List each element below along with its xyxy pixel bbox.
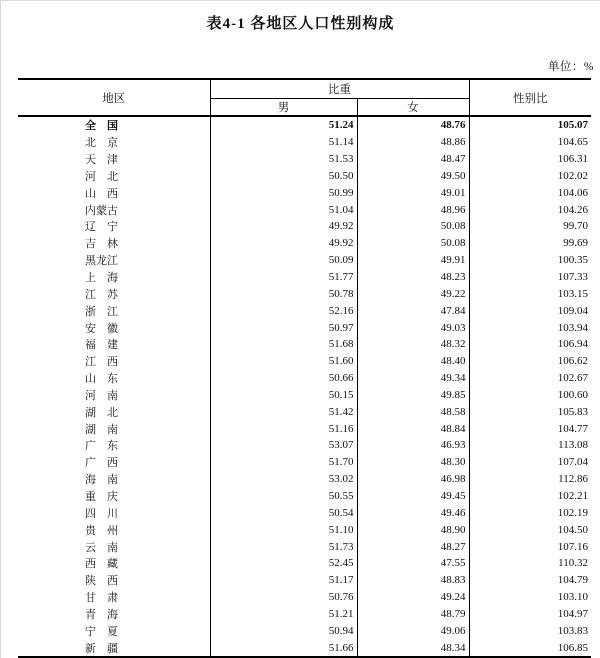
female-share-cell: 49.06	[357, 622, 469, 639]
table-row	[18, 538, 591, 555]
unit-label: 单位：%	[547, 61, 594, 73]
female-share-cell: 49.91	[357, 252, 469, 269]
male-share-cell: 49.92	[210, 218, 357, 235]
region-cell	[18, 302, 210, 319]
female-share-cell: 49.01	[357, 184, 469, 201]
male-share-cell: 50.55	[210, 488, 357, 505]
region-name: 宁夏	[85, 625, 118, 638]
female-share-cell: 48.84	[357, 420, 469, 437]
female-share-cell: 49.46	[357, 504, 469, 521]
male-share-cell: 50.78	[210, 285, 357, 302]
region-cell	[18, 488, 210, 505]
region-cell	[18, 235, 210, 252]
male-share-cell: 50.54	[210, 504, 357, 521]
sex-ratio-cell: 102.02	[557, 169, 588, 182]
table-row	[18, 488, 591, 505]
region-name: 浙江	[85, 305, 118, 318]
region-cell	[18, 555, 210, 572]
female-share-cell: 48.96	[357, 201, 469, 218]
region-cell	[18, 454, 210, 471]
region-name: 山西	[85, 187, 118, 200]
header-male: 男	[210, 99, 357, 117]
male-share-cell: 51.77	[210, 269, 357, 286]
region-name: 河北	[85, 170, 118, 183]
table-row	[18, 420, 591, 437]
region-cell	[18, 387, 210, 404]
region-name: 湖北	[85, 406, 118, 419]
region-name: 福建	[85, 339, 118, 352]
region-cell	[18, 184, 210, 201]
female-share-cell: 49.22	[357, 285, 469, 302]
region-name: 吉林	[85, 238, 118, 251]
male-share-cell: 50.15	[210, 387, 357, 404]
region-name: 青海	[85, 608, 118, 621]
header-female: 女	[357, 99, 469, 117]
table-row	[18, 168, 591, 185]
region-name: 四川	[85, 507, 118, 520]
region-cell	[18, 504, 210, 521]
sex-ratio-cell: 107.04	[557, 456, 588, 469]
region-name: 内蒙古	[85, 204, 118, 217]
header-sex-ratio: 性别比	[513, 92, 548, 105]
region-name: 陕西	[85, 575, 118, 588]
region-cell	[18, 605, 210, 622]
region-name: 安徽	[85, 322, 118, 335]
female-share-cell: 48.23	[357, 269, 469, 286]
table-row	[18, 218, 591, 235]
table-row	[18, 521, 591, 538]
table-header	[18, 79, 591, 116]
table-row	[18, 336, 591, 353]
table-row	[18, 235, 591, 252]
region-name: 贵州	[85, 524, 118, 537]
female-share-cell: 49.34	[357, 370, 469, 387]
sex-ratio-cell: 107.33	[557, 271, 588, 284]
region-cell	[18, 403, 210, 420]
sex-ratio-cell: 104.26	[557, 203, 588, 216]
sex-ratio-cell: 100.35	[557, 254, 588, 267]
region-name: 江苏	[85, 288, 118, 301]
table-row	[18, 285, 591, 302]
table-row	[18, 184, 591, 201]
table-row	[18, 622, 591, 639]
region-cell	[18, 589, 210, 606]
female-share-cell: 48.83	[357, 572, 469, 589]
sex-ratio-cell: 103.83	[557, 624, 588, 637]
region-cell	[18, 471, 210, 488]
sex-ratio-cell: 102.21	[557, 489, 588, 502]
sex-ratio-cell: 104.65	[557, 136, 588, 149]
sex-ratio-cell: 99.69	[563, 237, 588, 250]
male-share-cell: 51.70	[210, 454, 357, 471]
female-share-cell: 48.76	[357, 116, 469, 134]
region-cell	[18, 269, 210, 286]
header-region: 地区	[18, 79, 210, 116]
sex-ratio-cell: 103.94	[557, 321, 588, 334]
male-share-cell: 51.16	[210, 420, 357, 437]
male-share-cell: 51.14	[210, 134, 357, 151]
male-share-cell: 53.02	[210, 471, 357, 488]
region-name: 天津	[85, 154, 118, 167]
sex-ratio-cell: 112.86	[558, 473, 588, 486]
male-share-cell: 50.66	[210, 370, 357, 387]
male-share-cell: 52.45	[210, 555, 357, 572]
region-cell	[18, 420, 210, 437]
page-title: 表4-1 各地区人口性别构成	[206, 16, 395, 32]
table-row	[18, 471, 591, 488]
male-share-cell: 52.16	[210, 302, 357, 319]
table-row	[18, 639, 591, 657]
sex-ratio-cell: 102.19	[557, 506, 588, 519]
female-share-cell: 48.27	[357, 538, 469, 555]
table-row	[18, 589, 591, 606]
female-share-cell: 49.50	[357, 168, 469, 185]
region-name: 西藏	[85, 558, 118, 571]
sex-ratio-cell: 106.31	[557, 153, 588, 166]
male-share-cell: 51.24	[210, 116, 357, 134]
sex-ratio-cell: 104.50	[557, 523, 588, 536]
male-share-cell: 49.92	[210, 235, 357, 252]
table-row	[18, 387, 591, 404]
male-share-cell: 50.97	[210, 319, 357, 336]
female-share-cell: 49.03	[357, 319, 469, 336]
female-share-cell: 47.84	[357, 302, 469, 319]
region-cell	[18, 116, 210, 134]
table-row	[18, 319, 591, 336]
male-share-cell: 51.42	[210, 403, 357, 420]
table-row	[18, 134, 591, 151]
region-cell	[18, 201, 210, 218]
region-name: 北京	[85, 137, 118, 150]
table-row	[18, 605, 591, 622]
region-cell	[18, 370, 210, 387]
sex-ratio-cell: 106.62	[557, 355, 588, 368]
female-share-cell: 48.40	[357, 353, 469, 370]
region-cell	[18, 319, 210, 336]
region-cell	[18, 218, 210, 235]
region-cell	[18, 252, 210, 269]
male-share-cell: 51.10	[210, 521, 357, 538]
sex-ratio-cell: 106.94	[557, 338, 588, 351]
region-sex-composition-table	[18, 78, 591, 658]
region-name: 辽宁	[85, 221, 118, 234]
female-share-cell: 50.08	[357, 218, 469, 235]
male-share-cell: 51.04	[210, 201, 357, 218]
sex-ratio-cell: 99.70	[563, 220, 588, 233]
female-share-cell: 48.32	[357, 336, 469, 353]
table-row	[18, 555, 591, 572]
region-name: 甘肃	[85, 592, 118, 605]
region-cell	[18, 639, 210, 657]
sex-ratio-cell: 104.79	[557, 574, 588, 587]
male-share-cell: 50.50	[210, 168, 357, 185]
region-cell	[18, 168, 210, 185]
sex-ratio-cell: 103.15	[557, 287, 588, 300]
female-share-cell: 48.30	[357, 454, 469, 471]
table-row	[18, 370, 591, 387]
table-row	[18, 504, 591, 521]
sex-ratio-cell: 110.32	[558, 557, 588, 570]
region-cell	[18, 151, 210, 168]
male-share-cell: 51.68	[210, 336, 357, 353]
region-name: 河南	[85, 389, 118, 402]
table-row	[18, 151, 591, 168]
region-cell	[18, 134, 210, 151]
female-share-cell: 49.45	[357, 488, 469, 505]
sex-ratio-cell: 104.97	[557, 607, 588, 620]
region-name: 全国	[85, 120, 118, 133]
female-share-cell: 49.85	[357, 387, 469, 404]
sex-ratio-cell: 100.60	[557, 388, 588, 401]
table-row	[18, 252, 591, 269]
table-row	[18, 302, 591, 319]
male-share-cell: 51.53	[210, 151, 357, 168]
female-share-cell: 48.90	[357, 521, 469, 538]
table-row	[18, 201, 591, 218]
male-share-cell: 51.21	[210, 605, 357, 622]
table-row	[18, 437, 591, 454]
female-share-cell: 48.47	[357, 151, 469, 168]
table-row	[18, 269, 591, 286]
male-share-cell: 51.60	[210, 353, 357, 370]
sex-ratio-cell: 107.16	[557, 540, 588, 553]
female-share-cell: 48.34	[357, 639, 469, 657]
region-name: 黑龙江	[85, 255, 118, 268]
male-share-cell: 50.99	[210, 184, 357, 201]
region-cell	[18, 336, 210, 353]
male-share-cell: 53.07	[210, 437, 357, 454]
region-name: 云南	[85, 541, 118, 554]
table-row	[18, 353, 591, 370]
male-share-cell: 51.17	[210, 572, 357, 589]
region-name: 上海	[85, 272, 118, 285]
female-share-cell: 47.55	[357, 555, 469, 572]
male-share-cell: 51.66	[210, 639, 357, 657]
male-share-cell: 51.73	[210, 538, 357, 555]
region-name: 重庆	[85, 490, 118, 503]
region-name: 山东	[85, 373, 118, 386]
header-proportion: 比重	[210, 79, 469, 99]
female-share-cell: 46.93	[357, 437, 469, 454]
region-cell	[18, 538, 210, 555]
sex-ratio-cell: 105.07	[469, 116, 591, 134]
table-row	[18, 572, 591, 589]
sex-ratio-cell: 113.08	[558, 439, 588, 452]
female-share-cell: 48.58	[357, 403, 469, 420]
region-cell	[18, 353, 210, 370]
table-body	[18, 116, 591, 657]
region-cell	[18, 437, 210, 454]
male-share-cell: 50.76	[210, 589, 357, 606]
female-share-cell: 46.98	[357, 471, 469, 488]
female-share-cell: 49.24	[357, 589, 469, 606]
sex-ratio-cell: 104.06	[557, 186, 588, 199]
female-share-cell: 50.08	[357, 235, 469, 252]
region-cell	[18, 622, 210, 639]
sex-ratio-cell: 102.67	[557, 372, 588, 385]
region-name: 江西	[85, 356, 118, 369]
region-name: 湖南	[85, 423, 118, 436]
male-share-cell: 50.94	[210, 622, 357, 639]
region-name: 新疆	[85, 642, 118, 655]
sex-ratio-cell: 106.85	[557, 641, 588, 654]
sex-ratio-cell: 109.04	[557, 304, 588, 317]
region-name: 广东	[85, 440, 118, 453]
region-name: 广西	[85, 457, 118, 470]
table-row	[18, 454, 591, 471]
table-row	[18, 116, 591, 134]
sex-ratio-cell: 105.83	[557, 405, 588, 418]
region-cell	[18, 521, 210, 538]
sex-ratio-cell: 104.77	[557, 422, 588, 435]
region-cell	[18, 285, 210, 302]
sex-ratio-cell: 103.10	[557, 591, 588, 604]
male-share-cell: 50.09	[210, 252, 357, 269]
table-row	[18, 403, 591, 420]
female-share-cell: 48.79	[357, 605, 469, 622]
region-cell	[18, 572, 210, 589]
region-name: 海南	[85, 474, 118, 487]
female-share-cell: 48.86	[357, 134, 469, 151]
